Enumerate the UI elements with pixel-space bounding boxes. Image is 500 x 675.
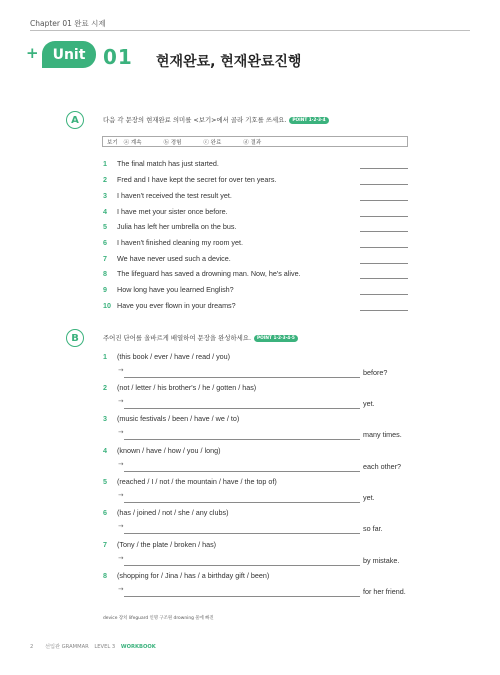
- bogi-label: 보기: [107, 139, 118, 146]
- list-item: [103, 352, 230, 362]
- list-item: [103, 508, 228, 518]
- section-b-letter: B: [66, 329, 84, 347]
- item-number: 4: [103, 446, 107, 455]
- answer-blank[interactable]: [360, 216, 408, 217]
- sentence-tail: so far.: [363, 524, 383, 533]
- plus-icon: +: [26, 44, 39, 62]
- point-badge: POINT 1·2·3·4·5: [254, 335, 298, 342]
- item-words: (this book / ever / have / read / you): [117, 352, 231, 361]
- item-number: 9: [103, 285, 107, 294]
- item-text: How long have you learned English?: [117, 285, 234, 294]
- item-number: 7: [103, 540, 107, 549]
- list-item: [103, 207, 228, 217]
- list-item: [103, 285, 234, 295]
- item-words: (has / joined / not / she / any clubs): [117, 508, 229, 517]
- bogi-option: ⓐ 계속: [123, 139, 142, 146]
- answer-blank[interactable]: [360, 278, 408, 279]
- answer-blank[interactable]: [360, 294, 408, 295]
- section-b-instruction: [103, 333, 298, 342]
- item-number: 2: [103, 175, 107, 184]
- point-badge: POINT 1·2·3·4: [289, 117, 328, 124]
- unit-title: 현재완료, 현재완료진행: [156, 54, 302, 70]
- section-a-instruction-text: 다음 각 문장의 현재완료 의미를 <보기>에서 골라 기호를 쓰세요.: [103, 116, 287, 124]
- answer-blank[interactable]: [360, 247, 408, 248]
- list-item: [103, 446, 220, 456]
- list-item: [103, 269, 301, 279]
- arrow-icon: →: [118, 460, 124, 468]
- answer-blank[interactable]: [360, 310, 408, 311]
- item-text: The lifeguard has saved a drowning man. Now, he's alive.: [117, 269, 301, 278]
- item-number: 6: [103, 238, 107, 247]
- answer-blank[interactable]: [124, 533, 360, 534]
- bogi-option: ⓑ 경험: [163, 139, 182, 146]
- list-item: [103, 540, 216, 550]
- page-number: 2: [30, 644, 34, 650]
- list-item: [103, 414, 239, 424]
- item-number: 3: [103, 414, 107, 423]
- bogi-box: [102, 136, 408, 147]
- item-text: Fred and I have kept the secret for over ten years.: [117, 175, 277, 184]
- sentence-tail: yet.: [363, 399, 375, 408]
- sentence-tail: each other?: [363, 462, 401, 471]
- item-text: Have you ever flown in your dreams?: [117, 301, 236, 310]
- chapter-heading: Chapter 01 완료 시제: [30, 19, 106, 28]
- sentence-tail: many times.: [363, 430, 402, 439]
- list-item: [103, 175, 276, 185]
- item-words: (reached / I / not / the mountain / have / the top of): [117, 477, 277, 486]
- arrow-icon: →: [118, 428, 124, 436]
- item-text: We have never used such a device.: [117, 254, 231, 263]
- answer-blank[interactable]: [360, 168, 408, 169]
- item-words: (Tony / the plate / broken / has): [117, 540, 217, 549]
- item-number: 10: [103, 301, 111, 310]
- list-item: [103, 383, 256, 393]
- item-text: I haven't finished cleaning my room yet.: [117, 238, 244, 247]
- item-number: 8: [103, 269, 107, 278]
- item-number: 8: [103, 571, 107, 580]
- sentence-tail: yet.: [363, 493, 375, 502]
- page-footer: [30, 643, 156, 650]
- list-item: [103, 254, 231, 264]
- bogi-option: ⓒ 완료: [203, 139, 222, 146]
- item-number: 5: [103, 222, 107, 231]
- bogi-option: ⓓ 결과: [243, 139, 262, 146]
- list-item: [103, 571, 269, 581]
- item-number: 5: [103, 477, 107, 486]
- arrow-icon: →: [118, 554, 124, 562]
- arrow-icon: →: [118, 585, 124, 593]
- list-item: [103, 191, 232, 201]
- list-item: [103, 477, 277, 487]
- arrow-icon: →: [118, 491, 124, 499]
- answer-blank[interactable]: [360, 263, 408, 264]
- arrow-icon: →: [118, 366, 124, 374]
- item-number: 6: [103, 508, 107, 517]
- answer-blank[interactable]: [124, 502, 360, 503]
- answer-blank[interactable]: [124, 596, 360, 597]
- answer-blank[interactable]: [360, 231, 408, 232]
- section-b-instruction-text: 주어진 단어를 올바르게 배열하여 문장을 완성하세요.: [103, 334, 252, 342]
- item-text: I have met your sister once before.: [117, 207, 228, 216]
- sentence-tail: by mistake.: [363, 556, 400, 565]
- item-text: The final match has just started.: [117, 159, 219, 168]
- list-item: [103, 238, 243, 248]
- item-words: (music festivals / been / have / we / to): [117, 414, 240, 423]
- item-text: I haven't received the test result yet.: [117, 191, 232, 200]
- item-number: 1: [103, 159, 107, 168]
- item-number: 1: [103, 352, 107, 361]
- answer-blank[interactable]: [124, 439, 360, 440]
- answer-blank[interactable]: [124, 408, 360, 409]
- header-divider: [30, 30, 470, 31]
- list-item: [103, 222, 236, 232]
- item-number: 4: [103, 207, 107, 216]
- answer-blank[interactable]: [360, 184, 408, 185]
- book-brand: 선입관 GRAMMAR: [44, 644, 89, 650]
- section-a-letter: A: [66, 111, 84, 129]
- unit-number: 01: [103, 45, 133, 69]
- item-number: 2: [103, 383, 107, 392]
- answer-blank[interactable]: [360, 200, 408, 201]
- sentence-tail: before?: [363, 368, 388, 377]
- arrow-icon: →: [118, 522, 124, 530]
- item-words: (shopping for / Jina / has / a birthday gift / been): [117, 571, 270, 580]
- item-words: (not / letter / his brother's / he / gotten / has): [117, 383, 257, 392]
- book-workbook: WORKBOOK: [120, 644, 156, 650]
- sentence-tail: for her friend.: [363, 587, 406, 596]
- item-number: 7: [103, 254, 107, 263]
- vocabulary-footnote: device 장치 lifeguard 인명 구조원 drowning 물에 빠진: [103, 616, 214, 621]
- answer-blank[interactable]: [124, 565, 360, 566]
- answer-blank[interactable]: [124, 471, 360, 472]
- section-a-instruction: [103, 115, 329, 124]
- book-level: LEVEL 3: [94, 644, 116, 650]
- item-text: Julia has left her umbrella on the bus.: [117, 222, 237, 231]
- arrow-icon: →: [118, 397, 124, 405]
- unit-badge: Unit: [42, 41, 96, 68]
- answer-blank[interactable]: [124, 377, 360, 378]
- list-item: [103, 159, 219, 169]
- item-words: (known / have / how / you / long): [117, 446, 221, 455]
- list-item: [103, 301, 236, 311]
- item-number: 3: [103, 191, 107, 200]
